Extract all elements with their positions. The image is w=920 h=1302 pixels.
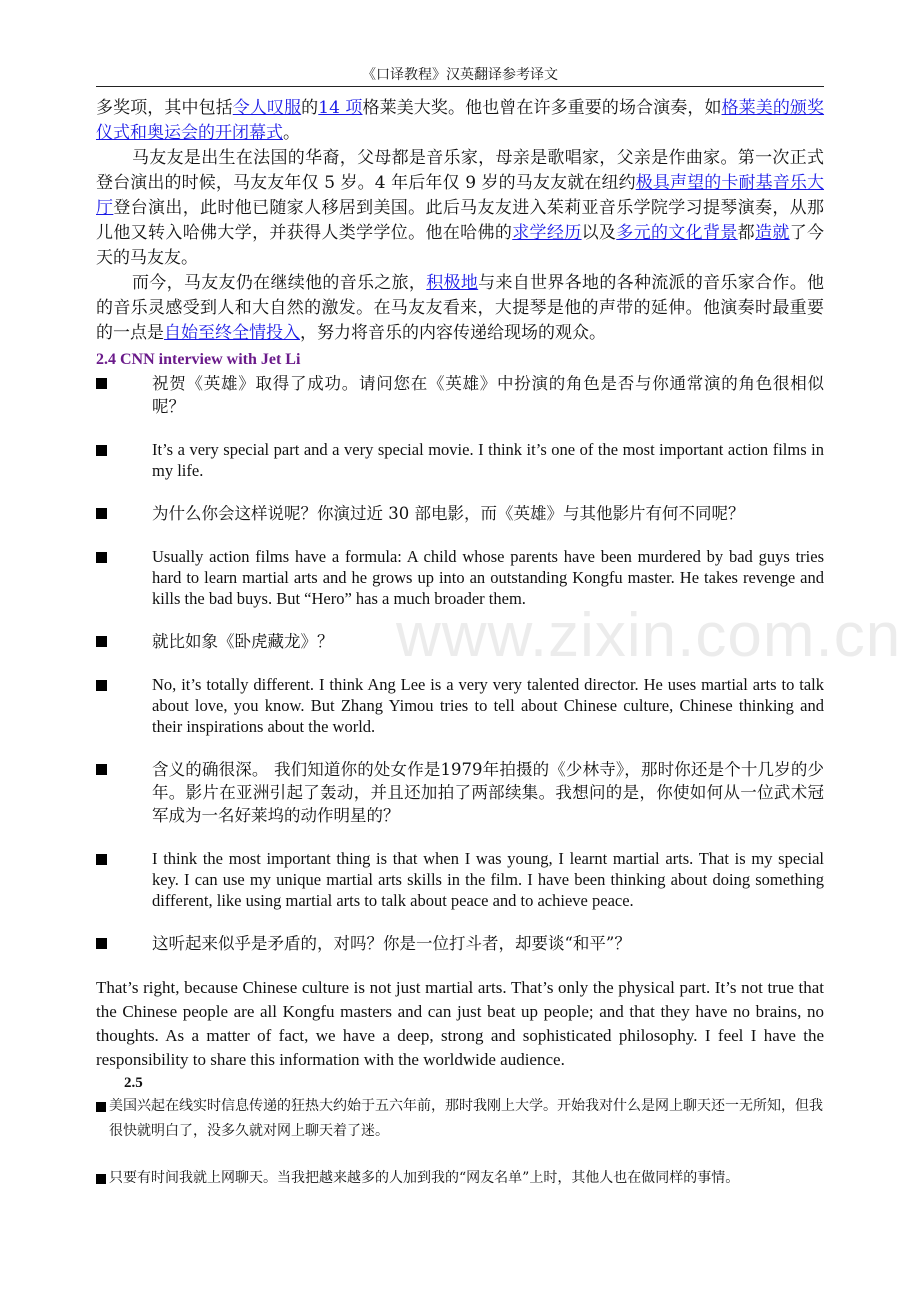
page-header (96, 66, 824, 87)
question-text: 为什么你会这样说呢？你演过近 30 部电影，而《英雄》与其他影片有何不同呢？ (152, 504, 745, 523)
square-bullet-icon (96, 854, 107, 865)
link-impressive[interactable]: 令人叹服 (232, 98, 302, 118)
qa-item (96, 630, 824, 653)
square-bullet-icon (96, 938, 107, 949)
bullet-paragraph (96, 1094, 824, 1144)
qa-item (96, 674, 824, 737)
section-heading-2-4: 2.4 CNN interview with Jet Li (96, 351, 301, 368)
paragraph-music-journey (96, 271, 824, 346)
text: 的 (301, 98, 319, 118)
square-bullet-icon (96, 552, 107, 563)
link-actively[interactable]: 积极地 (426, 273, 479, 293)
link-14-grammys[interactable]: 14 项 (318, 98, 363, 118)
square-bullet-icon (96, 764, 107, 775)
text: 而今，马友友仍在继续他的音乐之旅， (132, 273, 427, 293)
link-ceremonies[interactable]: 格莱美的颁奖仪式和奥运会的开闭幕式 (96, 98, 825, 143)
text: 格莱美大奖。他也曾在许多重要的场合演奏，如 (362, 98, 722, 118)
document-body (96, 96, 824, 1191)
text: 登台演出，此时他已随家人移居到美国。此后马友友进入茱莉亚音乐学院学习提琴演奏，从那儿他又转入哈佛大学，并获得人类学学位。他在哈佛的 (96, 198, 825, 243)
text: 以及 (581, 223, 617, 243)
qa-item (96, 372, 824, 418)
answer-text: I think the most important thing is that when I was young, I learnt martial arts. That is my special key. I can use my unique martial arts skills in the film. I have been thinking about doing something different, like using martial arts to talk about peace and to achieve peace. (152, 849, 824, 910)
qa-item (96, 932, 824, 955)
square-bullet-icon (96, 508, 107, 519)
qa-item (96, 439, 824, 481)
link-shaped[interactable]: 造就 (755, 223, 790, 243)
paragraph-text: 美国兴起在线实时信息传递的狂热大约始于五六年前，那时我刚上大学。开始我对什么是网上聊天还一无所知，但我很快就明白了，没多久就对网上聊天着了迷。 (109, 1098, 823, 1139)
answer-text: It’s a very special part and a very special movie. I think it’s one of the most important action films in my life. (152, 440, 824, 480)
link-cultural-background[interactable]: 多元的文化背景 (616, 223, 738, 243)
question-text: 这听起来似乎是矛盾的，对吗？你是一位打斗者，却要谈“和平”？ (152, 934, 631, 953)
answer-paragraph: That’s right, because Chinese culture is not just martial arts. That’s only the physical part. It’s not true that the Chinese people are all Kongfu masters and can just beat up people; and that they have no brains, no thoughts. As a matter of fact, we have a deep, strong and sophisticated philosophy. I feel I have the responsibility to share this information with the worldwide audience. (96, 978, 824, 1069)
link-study-experience[interactable]: 求学经历 (512, 223, 582, 243)
text: 了今天的马友友。 (96, 223, 825, 268)
qa-item (96, 546, 824, 609)
text: 马友友是出生在法国的华裔，父母都是音乐家，母亲是歌唱家，父亲是作曲家。第一次正式登台演出的时候，马友友年仅 5 岁。4 年后年仅 9 岁的马友友就在纽约 (96, 148, 824, 193)
header-title: 《口译教程》汉英翻译参考译文 (362, 67, 558, 83)
question-text: 就比如象《卧虎藏龙》？ (152, 632, 334, 651)
square-bullet-icon (96, 1102, 106, 1112)
bullet-paragraph (96, 1166, 824, 1191)
question-text: 祝贺《英雄》取得了成功。请问您在《英雄》中扮演的角色是否与你通常演的角色很相似呢？ (152, 374, 824, 416)
text: 多奖项，其中包括 (96, 98, 233, 118)
watermark: www.zixin.com.cn (396, 601, 902, 670)
square-bullet-icon (96, 445, 107, 456)
text: 。 (283, 123, 300, 143)
paragraph-awards (96, 96, 824, 146)
text: 与来自世界各地的各种流派的音乐家合作。他的音乐灵感受到人和大自然的激发。在马友友看来，大提琴是他的声带的延伸。他演奏时最重要的一点是 (96, 273, 825, 343)
section-heading-2-5: 2.5 (124, 1075, 143, 1091)
qa-item (96, 848, 824, 911)
square-bullet-icon (96, 1174, 106, 1184)
answer-text: Usually action films have a formula: A child whose parents have been murdered by bad guys tries hard to learn martial arts and he grows up into an outstanding Kongfu master. He takes revenge and kills the bad buys. But “Hero” has a much broader them. (152, 547, 824, 608)
qa-item (96, 502, 824, 525)
question-text: 含义的确很深。 我们知道你的处女作是1979年拍摄的《少林寺》，那时你还是个十几岁的少年。影片在亚洲引起了轰动，并且还加拍了两部续集。我想问的是，你使如何从一位武术冠军成为一名好莱坞的动作明星的？ (152, 760, 824, 825)
paragraph-biography (96, 146, 824, 271)
link-carnegie-hall[interactable]: 极具声望的卡耐基音乐大厅 (96, 173, 825, 218)
square-bullet-icon (96, 378, 107, 389)
square-bullet-icon (96, 636, 107, 647)
text: ，努力将音乐的内容传递给现场的观众。 (300, 323, 606, 343)
text: 都 (737, 223, 755, 243)
qa-item (96, 758, 824, 827)
link-full-devotion[interactable]: 自始至终全情投入 (164, 323, 300, 343)
paragraph-text: 只要有时间我就上网聊天。当我把越来越多的人加到我的“网友名单”上时，其他人也在做同样的事情。 (109, 1170, 740, 1186)
square-bullet-icon (96, 680, 107, 691)
answer-text: No, it’s totally different. I think Ang Lee is a very very talented director. He uses martial arts to talk about love, you know. But Zhang Yimou tries to tell about Chinese culture, Chinese thinking and their inspirations about the world. (152, 675, 824, 736)
